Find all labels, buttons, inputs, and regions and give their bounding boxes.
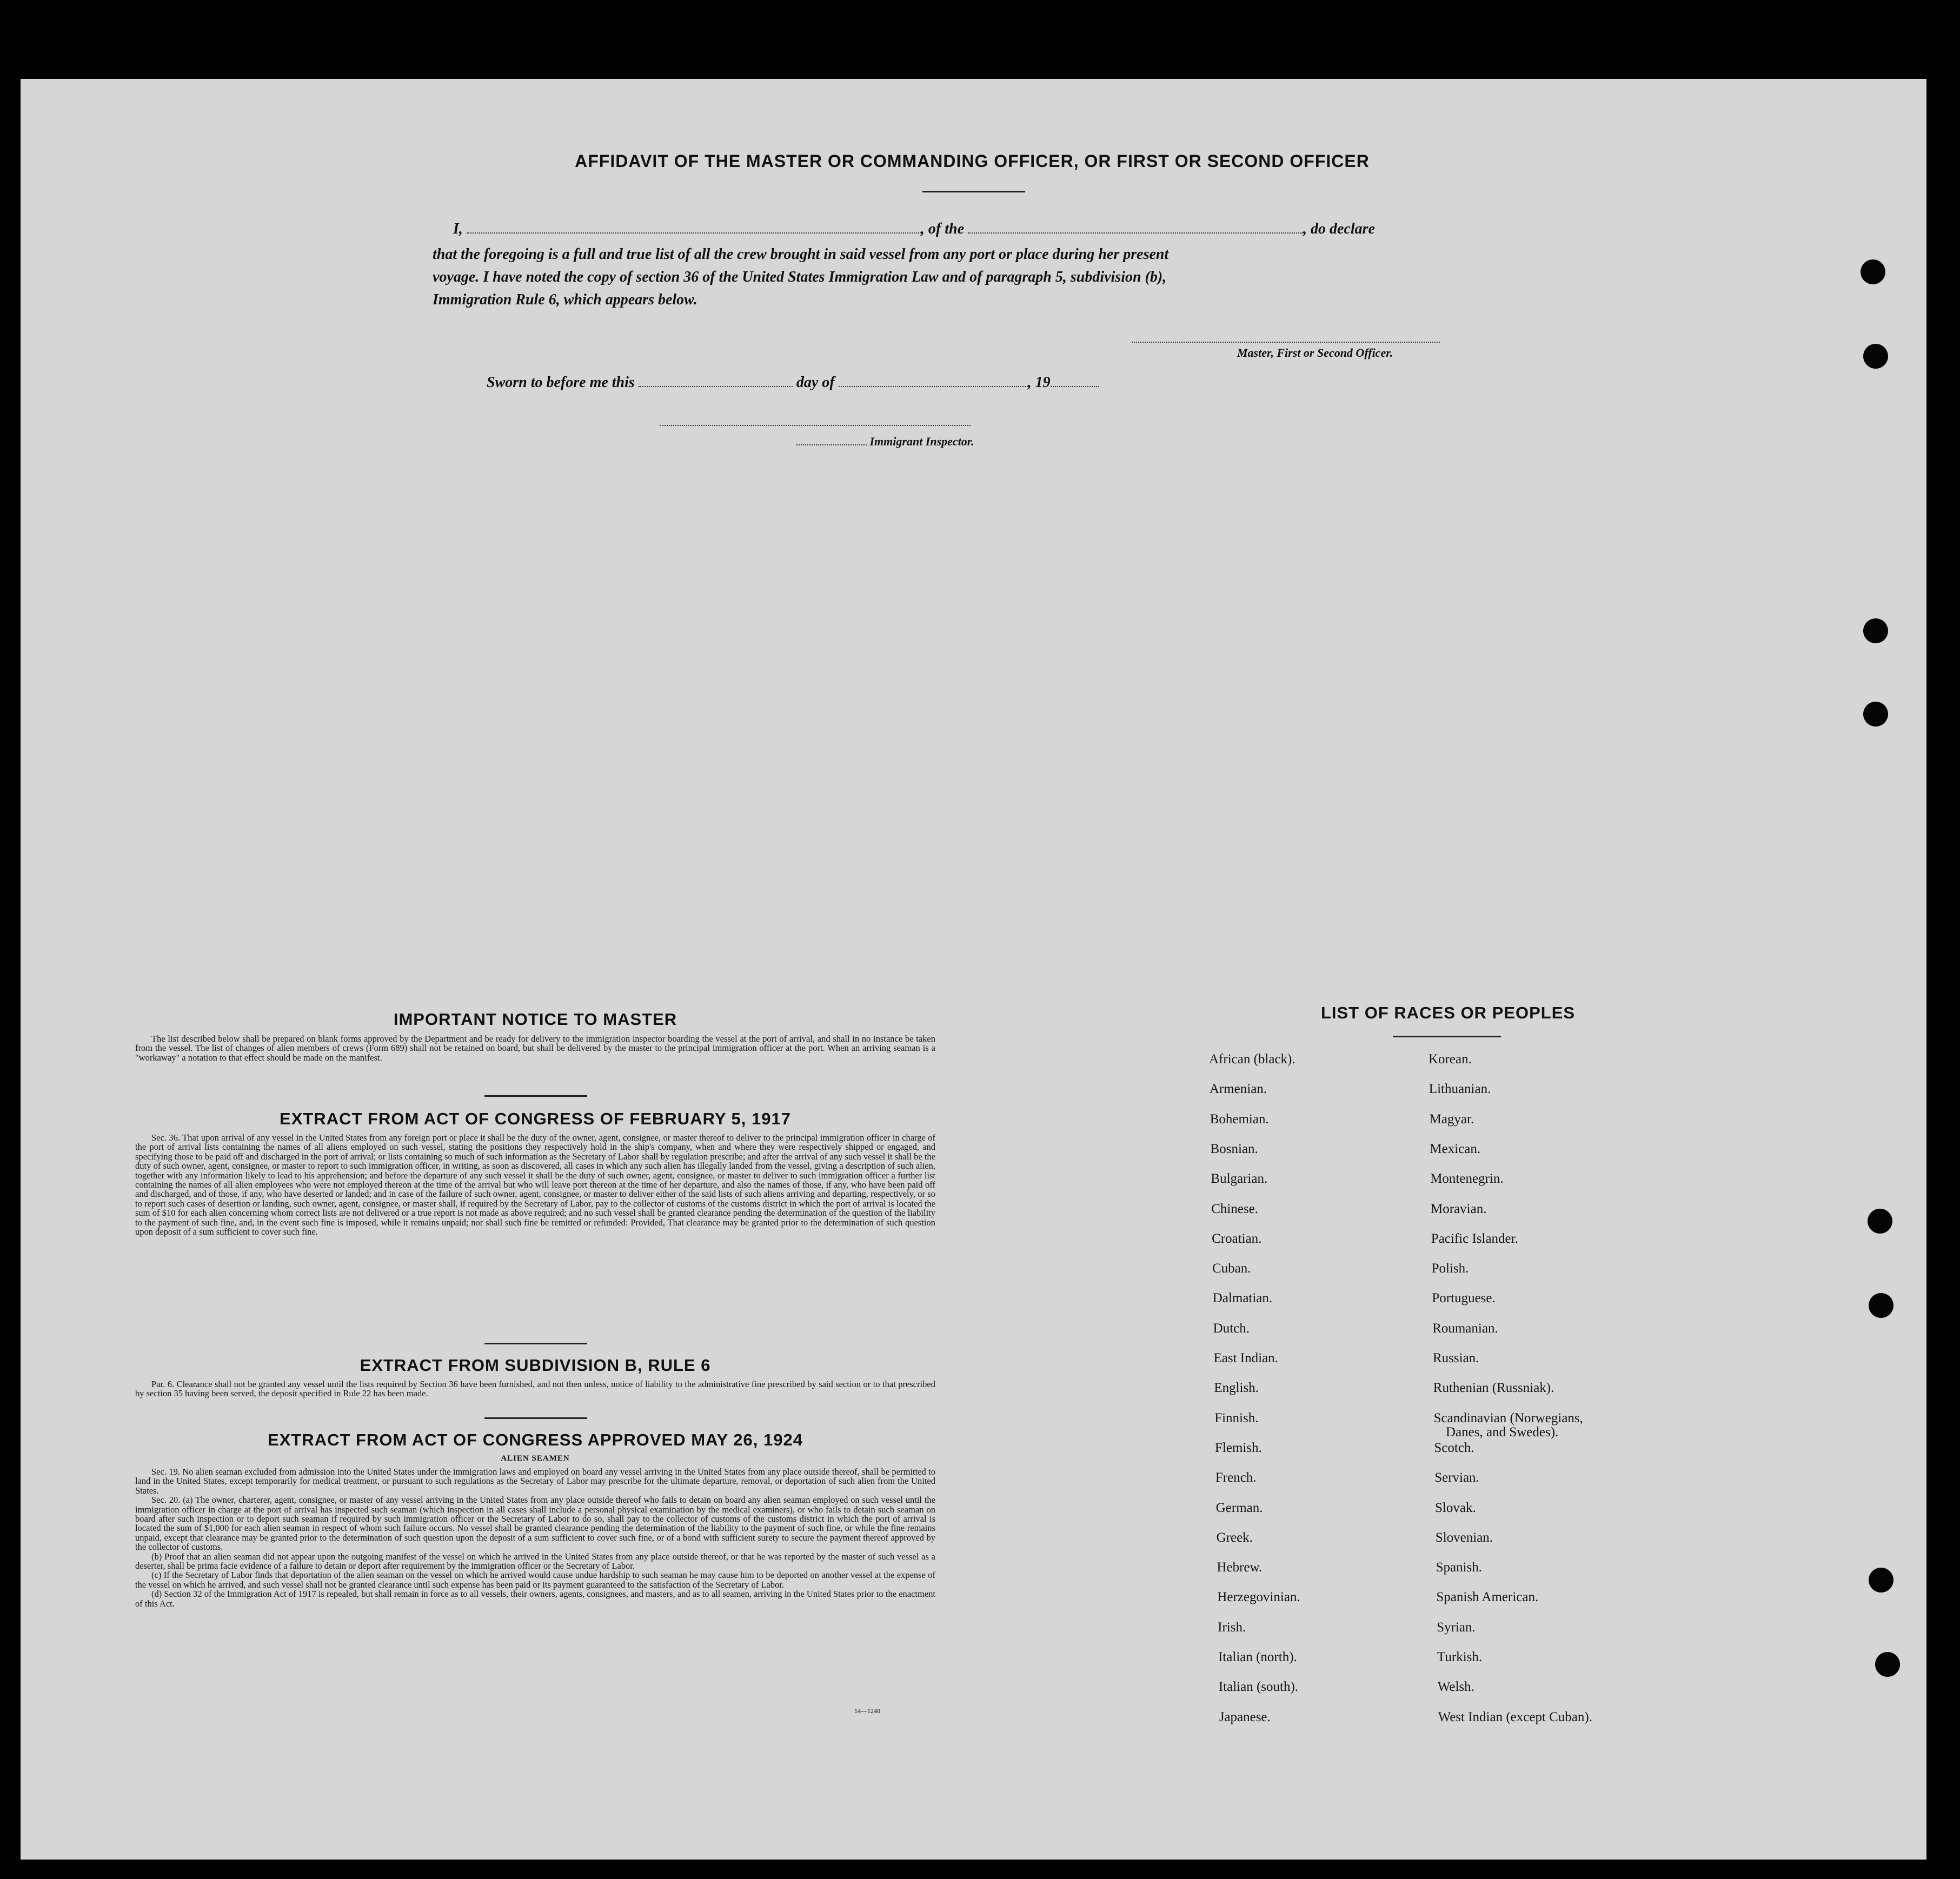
race-item: Roumanian.: [1432, 1321, 1498, 1336]
section-rule: [484, 1343, 587, 1344]
race-item: Polish.: [1431, 1261, 1469, 1276]
race-item: East Indian.: [1213, 1351, 1278, 1365]
race-item: Slovak.: [1435, 1500, 1476, 1515]
race-item: Montenegrin.: [1430, 1171, 1504, 1187]
binder-hole: [1875, 1652, 1900, 1677]
declarant-label: I,: [453, 221, 463, 237]
race-item: Scandinavian (Norwegians,: [1433, 1410, 1583, 1425]
race-item: Chinese.: [1211, 1201, 1259, 1216]
races-rule: [1393, 1036, 1501, 1037]
sworn-line: [487, 374, 1099, 391]
affidavit-title: AFFIDAVIT OF THE MASTER OR COMMANDING OFFICER, OR FIRST OR SECOND OFFICER: [575, 151, 1370, 171]
race-item: Slovenian.: [1435, 1530, 1493, 1545]
notice-text: [135, 1034, 935, 1062]
binder-hole: [1861, 259, 1885, 284]
races-title: LIST OF RACES OR PEOPLES: [1320, 1003, 1576, 1022]
sec20d-paragraph: (d) Section 32 of the Immigration Act of 1917 is repealed, but shall remain in force as to all vessels, their owners, agents, consignees, and masters, and as to all seamen, arriving in the United States prior to the enactment of this Act.: [135, 1589, 935, 1609]
vessel-label: , of the: [920, 221, 965, 237]
race-item: Bulgarian.: [1211, 1171, 1268, 1187]
race-item: Dutch.: [1213, 1321, 1250, 1336]
race-item: Bohemian.: [1210, 1111, 1269, 1127]
master-signature-label: Master, First or Second Officer.: [1237, 346, 1393, 359]
race-item: Ruthenian (Russniak).: [1433, 1381, 1554, 1396]
race-item: Greek.: [1216, 1530, 1253, 1545]
inspector-signature: [796, 435, 974, 449]
extract-1924-text: [135, 1467, 935, 1608]
declare-label: , do declare: [1303, 221, 1375, 237]
binder-hole: [1869, 1568, 1893, 1593]
sec20a-paragraph: Sec. 20. (a) The owner, charterer, agent, consignee, or master of any vessel arriving in the United States from any place outside thereof who fails to detain on board any alien seaman employed on such vessel until the immigration officer in charge at the port of arrival has inspected such seaman (which inspection in all cases shall include a personal physical examination by the medical examiners), or who fails to detain such seaman on board after such inspection or to deport such seaman if required by such immigration officer or the Secretary of Labor to do so, shall pay to the collector of customs of the customs district in which the port of arrival is located the sum of $1,000 for each alien seaman in respect of whom such failure occurs. No vessel shall be granted clearance pending the determination of the liability to the payment of such fine, or while the fine remains unpaid, except that clearance may be granted prior to the determination of such question upon the deposit of a sum sufficient to cover such fine, or of a bond with sufficient surety to secure the payment thereof approved by the collector of customs.: [135, 1495, 935, 1552]
race-item: Scotch.: [1434, 1440, 1474, 1455]
notice-title: IMPORTANT NOTICE TO MASTER: [393, 1010, 677, 1029]
sworn-month-field[interactable]: [839, 385, 1028, 387]
sec20b-paragraph: (b) Proof that an alien seaman did not appear upon the outgoing manifest of the vessel on which he arrived in the United States from any place outside thereof, or that he was reported by the master of such vessel as a deserter, shall be prima facie evidence of a failure to detain or deport after requirement by the immigration officer or the Secretary of Labor.: [135, 1551, 935, 1571]
day-of-label: day of: [796, 374, 835, 391]
rule6-paragraph: Par. 6. Clearance shall not be granted any vessel until the lists required by Section 36 have been furnished, and not then unless, notice of liability to the administrative fine prescribed by said section or to that prescribed by section 35 having been served, the deposit specified in Rule 22 has been made.: [135, 1379, 935, 1399]
affidavit-body-line: voyage. I have noted the copy of section 36 of the United States Immigration Law and of paragraph 5, subdivision (b),: [433, 269, 1167, 285]
race-item: African (black).: [1209, 1052, 1295, 1067]
alien-seamen-subtitle: ALIEN SEAMEN: [501, 1454, 570, 1463]
inspector-signature-line[interactable]: [660, 425, 971, 426]
race-item: Welsh.: [1437, 1680, 1474, 1695]
race-item: Armenian.: [1209, 1082, 1267, 1097]
binder-hole: [1868, 1209, 1892, 1234]
section-rule: [484, 1417, 587, 1419]
race-item: Russian.: [1433, 1351, 1479, 1365]
year-label: , 19: [1027, 374, 1051, 391]
affidavit-body-line: Immigration Rule 6, which appears below.: [433, 291, 697, 308]
race-item: Lithuanian.: [1429, 1082, 1491, 1097]
extract-1917-text: [135, 1133, 935, 1236]
document-page: [21, 79, 1926, 1860]
rule6-text: [135, 1380, 935, 1398]
master-signature-line[interactable]: [1132, 342, 1440, 343]
extract-1924-title: EXTRACT FROM ACT OF CONGRESS APPROVED MAY 26, 1924: [268, 1430, 803, 1449]
race-item: Spanish American.: [1436, 1590, 1539, 1605]
race-item: Korean.: [1429, 1052, 1472, 1067]
race-item: English.: [1214, 1381, 1259, 1396]
sworn-label: Sworn to before me this: [487, 374, 635, 391]
race-item: Spanish.: [1436, 1560, 1483, 1575]
binder-hole: [1863, 344, 1888, 369]
race-item: Moravian.: [1431, 1201, 1487, 1216]
sworn-date-field[interactable]: [639, 385, 793, 387]
race-item: German.: [1215, 1500, 1263, 1515]
race-item: Portuguese.: [1432, 1291, 1496, 1306]
race-item: West Indian (except Cuban).: [1438, 1709, 1592, 1724]
race-item: Syrian.: [1437, 1620, 1476, 1635]
extract-1917-title: EXTRACT FROM ACT OF CONGRESS OF FEBRUARY 5, 1917: [280, 1109, 791, 1128]
inspector-dots: [796, 444, 867, 445]
race-item: Pacific Islander.: [1431, 1231, 1518, 1246]
affidavit-body: [433, 243, 1519, 311]
race-item: Dalmatian.: [1212, 1291, 1273, 1306]
binder-hole: [1863, 702, 1888, 727]
race-item: Hebrew.: [1217, 1560, 1263, 1575]
binder-hole: [1863, 618, 1888, 643]
vessel-name-field[interactable]: [968, 232, 1303, 234]
race-item: Danes, and Swedes).: [1446, 1424, 1559, 1440]
sworn-year-field[interactable]: [1051, 385, 1099, 387]
race-item: Magyar.: [1429, 1111, 1474, 1127]
race-item: Herzegovinian.: [1217, 1590, 1300, 1605]
declaration-line: [453, 221, 1513, 238]
notice-paragraph: The list described below shall be prepared on blank forms approved by the Department and be ready for delivery to the immigration inspector boarding the vessel at the port of arrival, and shall in no instance be taken from the vessel. The list of changes of alien members of crews (Form 689) shall not be retained on board, but shall be delivered by the master to the principal immigration officer at the port. When an arriving seaman is a "workaway" a notation to that effect should be made on the manifest.: [135, 1034, 935, 1063]
race-item: Mexican.: [1430, 1141, 1481, 1156]
race-item: Italian (north).: [1218, 1650, 1297, 1664]
race-item: Turkish.: [1437, 1650, 1483, 1664]
section-rule: [484, 1095, 587, 1097]
form-number: 14—1240: [854, 1707, 880, 1715]
inspector-label: Immigrant Inspector.: [869, 435, 974, 448]
race-item: French.: [1215, 1470, 1257, 1485]
sec19-paragraph: Sec. 19. No alien seaman excluded from admission into the United States under the immigration laws and employed on board any vessel arriving in the United States from any place outside thereof, shall be permitted to land in the United States, except temporarily for medical treatment, or pursuant to such regulations as the Secretary of Labor may prescribe for the ultimate departure, removal, or deportation of such alien from the United States.: [135, 1467, 935, 1496]
extract-1917-paragraph: Sec. 36. That upon arrival of any vessel in the United States from any foreign port or place it shall be the duty of the owner, agent, consignee, or master thereof to deliver to the principal immigration officer in charge of the port of arrival lists containing the names of all aliens employed on such vessel, stating the positions they respectively hold in the ship's company, when and where they were respectively shipped or engaged, and specifying those to be paid off and discharged in the port of arrival; or lists containing so much of such information as the Secretary of Labor shall by regulation prescribe; and after the arrival of any such vessel it shall be the duty of such owner, agent, consignee, or master to report to such immigration officer, in writing, as soon as discovered, all cases in which any such alien has illegally landed from the vessel, giving a description of such alien, together with any information likely to lead to his apprehension; and before the departure of any such vessel it shall be the duty of such owner, agent, consignee, or master to deliver to such immigration officer a further list containing the names of all alien employees who were not employed thereon at the time of the arrival but who will leave port thereon at the time of her departure, and also the names of those, if any, who have been paid off and discharged, and of those, if any, who have deserted or landed; and in case of the failure of such owner, agent, consignee, or master to deliver either of the said lists of such aliens arriving and departing, respectively, or so to report such cases of desertion or landing, such owner, agent, consignee, or master shall, if required by the Secretary of Labor, pay to the collector of customs of the customs district in which the port of arrival is located the sum of $10 for each alien concerning whom correct lists are not delivered or a true report is not made as above required; and no such vessel shall be granted clearance pending the determination of the question of the liability to the payment of such fine, and, in the event such fine is imposed, while it remains unpaid; nor shall such fine be remitted or refunded: Provided, That clearance may be granted prior to the determination of such question upon deposit of a sum sufficient to cover such fine.: [135, 1132, 935, 1237]
rule6-title: EXTRACT FROM SUBDIVISION B, RULE 6: [360, 1356, 711, 1375]
race-item: Servian.: [1434, 1470, 1479, 1485]
race-item: Croatian.: [1212, 1231, 1262, 1246]
race-item: Japanese.: [1219, 1709, 1271, 1724]
race-item: Bosnian.: [1210, 1141, 1258, 1156]
affidavit-body-line: that the foregoing is a full and true list of all the crew brought in said vessel from any port or place during her present: [433, 246, 1169, 263]
declarant-name-field[interactable]: [467, 232, 921, 234]
race-item: Cuban.: [1212, 1261, 1251, 1276]
title-rule: [922, 191, 1025, 192]
sec20c-paragraph: (c) If the Secretary of Labor finds that deportation of the alien seaman on the vessel on which he arrived would cause undue hardship to such seaman he may cause him to be deported on another vessel at the expense of the vessel on which he arrived, and such vessel shall not be granted clearance until such expense has been paid or its payment guaranteed to the satisfaction of the Secretary of Labor.: [135, 1570, 935, 1590]
race-item: Italian (south).: [1218, 1680, 1299, 1695]
race-item: Flemish.: [1215, 1440, 1262, 1455]
race-item: Finnish.: [1214, 1410, 1259, 1425]
binder-hole: [1869, 1293, 1893, 1318]
race-item: Irish.: [1218, 1620, 1246, 1635]
